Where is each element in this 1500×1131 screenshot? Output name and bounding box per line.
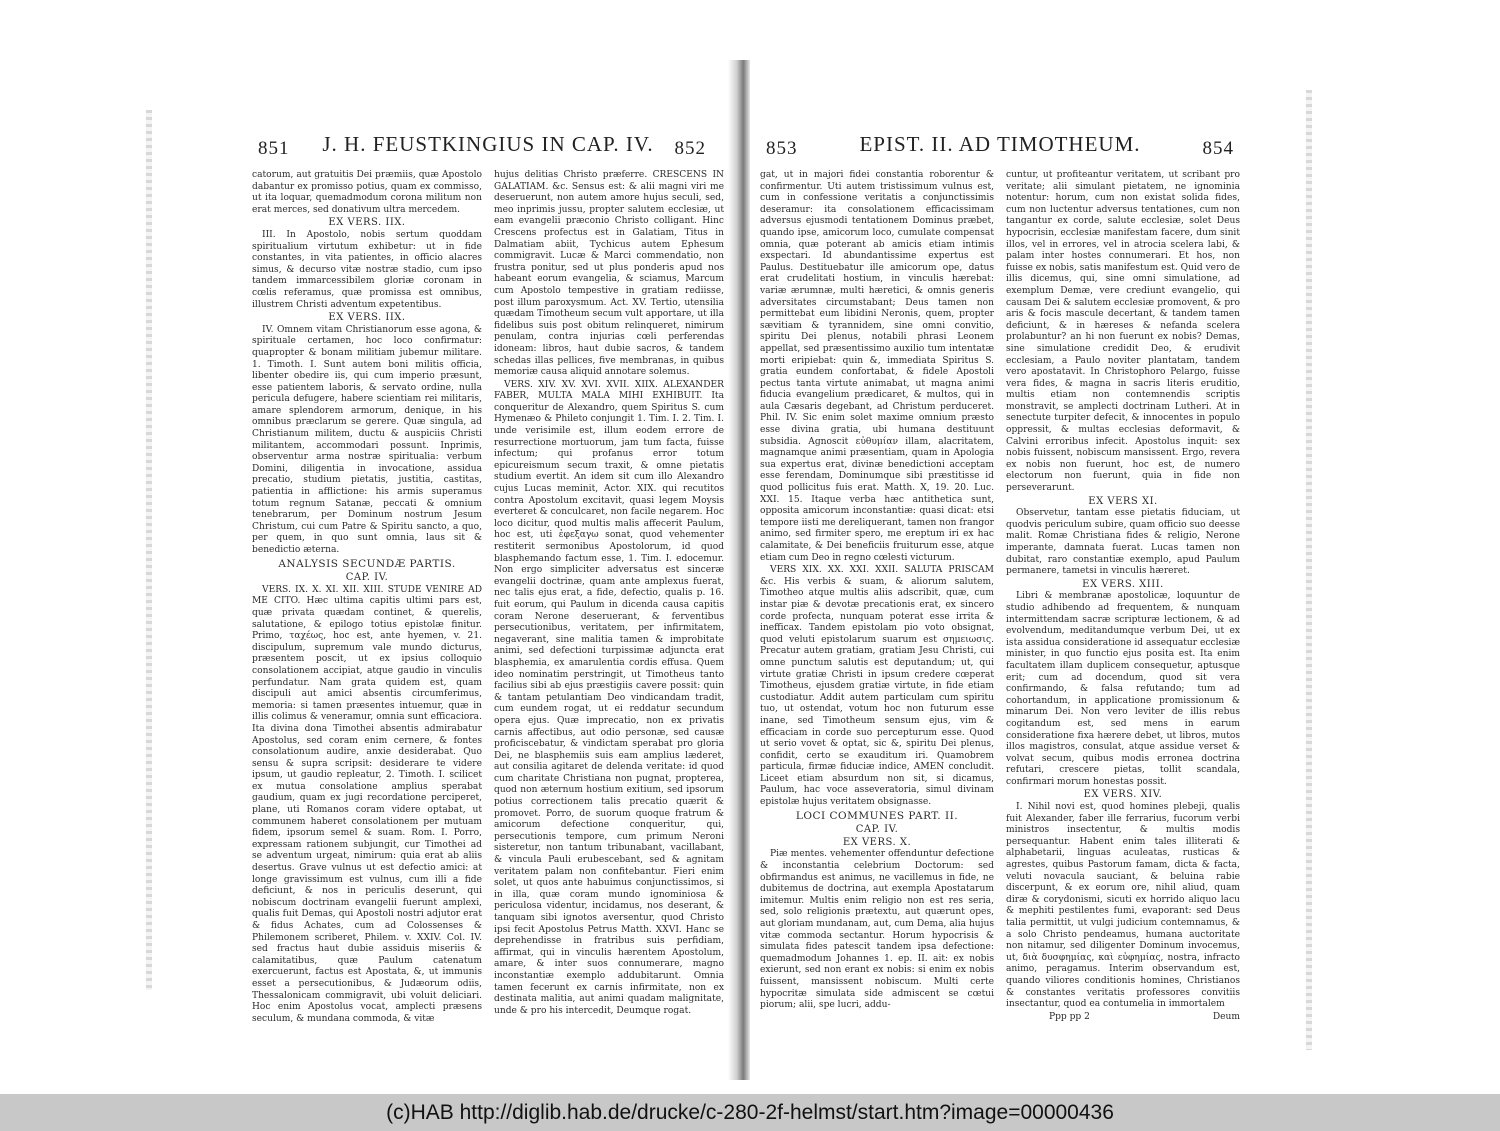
right-page <box>760 130 1240 1080</box>
paragraph: Observetur, tantam esse pietatis fiduciam, ut quodvis periculum subire, quam officio suo deesse malit. Romæ Christiana fides & religio, Nerone imperante, damnata fuerat. Lucas tamen non dubitat, raro constantiæ exemplo, apud Paulum permanere, tametsi in vinculis hæreret. <box>1006 508 1240 577</box>
paragraph: Libri & membranæ apostolicæ, loquuntur de studio adhibendo ad frequentem, & nunquam intermittendam sacræ scripturæ lectionem, & ad evolvendum, meditandumque verbum Dei, ut ex ista assidua consideratione id assequatur ecclesiæ minister, in quo functio ejus posita est. Ita enim facultatem illam duplicem consequetur, aptusque erit; cum ad docendum, quod sit vera confirmando, & falsa refutando; tum ad cohortandum, in applicatione promissionum & minarum Dei. Non vero leviter de illis rebus cogitandum est, sed mens in earum consideratione fixa hærere debet, ut libros, mutos illos magistros, consulat, atque assidue verset & volvat secum, quibus modis erronea doctrina refutari, crescere pietas, tollit scandala, confirmari morum honestas possit. <box>1006 591 1240 787</box>
footer-text: (c)HAB http://diglib.hab.de/drucke/c-280-2f-helmst/start.htm?image=00000436 <box>386 1101 1114 1124</box>
paragraph: VERS XIX. XX. XXI. XXII. SALUTA PRISCAM &c. His verbis & suam, & aliorum salutem, Timotheo atque multis aliis adscribit, quæ, cum instar piæ & devotæ precationis erat, ex sincero corde profecta, nunquam poterat esse irrita & inefficax. Tandem epistolam pio voto obsignat, quod veluti epistolarum suarum est σημειωσις. Precatur autem gratiam, gratiam Jesu Christi, cui omne punctum salutis est deputandum; ut, qui virtute gratiæ Christi in ipsum credere cœperat Timotheus, ejusdem gratiæ virtute, in fide etiam custodiatur. Addit autem particulam cum spiritu tuo, ut ostendat, votum hoc non futurum esse inane, sed Timotheum sensum ejus, vim & efficaciam in corde suo percepturum esse. Quod ut serio vovet & optat, sic &, spiritu Dei plenus, confidit, certo se exauditum iri. Quamobrem particula, firmæ fiduciæ indice, AMEN concludit. Liceet etiam absurdum non sit, si dicamus, Paulum, hac voce asseveratoria, simul divinam epistolæ hujus veritatem obsignasse. <box>760 565 994 808</box>
paragraph: I. Nihil novi est, quod homines plebeji, qualis fuit Alexander, faber ille ferrarius, fucorum verbi ministros insectentur, & multis modis persequantur. Habent enim tales illiterati & alphabetarii, linguas aculeatas, rusticas & agrestes, quibus Pastorum famam, dicta & facta, veluti novacula sauciant, & beluina rabie discerpunt, & ex eorum ore, nihil aliud, quam diræ & corydonismi, sicuti ex horrido aliquo lacu & mephiti pestilentes fumi, evaporant: sed Deus talia permittit, ut vulgi judicium contemnamus, & a solo Christo pendeamus, humana auctoritate non nitamur, sed diligenter Dominum invocemus, ut, διὰ δυσφημίας, καὶ εὐφημίας, nostra, infracto animo, peragamus. Interim observandum est, quando viliores conditionis homines, Christianos & constantes veritatis professores convitiis insectantur, quod ea contumelia in immortalem <box>1006 802 1240 1010</box>
section-heading: EX VERS. IIX. <box>328 312 406 324</box>
catchword: Deum <box>1212 1011 1240 1022</box>
paragraph: hujus delitias Christo præferre. CRESCENS IN GALATIAM. &c. Sensus est: & alii magni viri me deseruerunt, non autem amore hujus seculi, sed, meo inprimis jussu, propter salutem ecclesiæ, ut eam evangelii præconio Christo colligant. Hinc Crescens profectus est in Galatiam, Titus in Dalmatiam abiit, Tychicus autem Ephesum commigravit. Lucæ & Marci commendatio, non frustra ponitur, sed ut plus ponderis apud nos habeant eorum evangelia, & sciamus, Marcum cum Apostolo tempestive in gratiam rediisse, post illum paroxysmum. Act. XV. Tertio, utensilia quædam Timotheum secum vult apportare, ut illa fidelibus suis post obitum relinqueret, nimirum penulam, contra injurias cœli perferendas idoneam: libros, haut dubie sacros, & tandem schedas illas pellices, five membranas, in quibus memoriæ causa aliquid annotare solemus. <box>494 170 724 378</box>
page-number-right: 854 <box>1202 138 1234 159</box>
signature-mark: Ppp pp 2 <box>1048 1011 1090 1022</box>
paragraph: VERS. XIV. XV. XVI. XVII. XIIX. ALEXANDER FABER, MULTA MALA MIHI EXHIBUIT. Ita conqueritur de Alexandro, quem Spiritus S. cum Hymenæo & Phileto conjungit 1. Tim. I. 2. Tim. I. unde verisimile est, illum eodem errore de resurrectione mortuorum, jam tum facta, fuisse infectum; qui profanus error totum epicureismum secum traxit, & omne pietatis studium evertit. An idem sit cum illo Alexandro cujus Lucas meminit, Actor. XIX. qui recutitos contra Apostolum excitavit, quasi legem Moysis everteret & conculcaret, non facile negarem. Hoc loco dicitur, quod multis malis affecerit Paulum, hoc est, uti ἐφεξαγω sonat, quod vehementer restiterit sermonibus Apostolorum, id quod blasphemando factum esse, 1. Tim. I. edocemur. Non ergo simpliciter adversatus est sinceræ evangelii doctrinæ, quam ante amplexus fuerat, nec talis ejus erat, a fide, defectio, qualis p. 16. fuit eorum, qui Paulum in dicenda causa capitis coram Nerone deseruerant, & ferventibus persecutionibus, veritatem, per infirmitatem, negaverant, sine malitia tamen & improbitate animi, sed defectioni turpissimæ adjuncta erat blasphemia, ex amarulentia cordis effusa. Quem ideo nominatim perstringit, ut Timotheus tanto facilius sibi ab ejus præstigiis cavere possit: quin & tantam petulantiam Deo vindicandam tradit, cum eundem rogat, ut ei reddatur secundum opera ejus. Quæ imprecatio, non ex privatis carnis affectibus, aut odio personæ, sed causæ proficiscebatur, & vindictam sperabat pro gloria Dei, ne blasphemiis suis eam amplius læderet, aut consilia agitaret de delenda veritate: id quod cum charitate Christiana non pugnat, propterea, quod non æternum hostium exitium, sed ipsorum potius correctionem talis precatio quærit & promovet. Porro, de suorum quoque fratrum & amicorum defectione conqueritur, qui, persecutionis tempore, cum primum Neroni sisteretur, non tantum tribunabant, vacillabant, & vincula Pauli erubescebant, sed & agnitam veritatem palam non confitebantur. Fieri enim solet, ut quos ante habuimus conjunctissimos, si in illa, quæ coram mundo ignominiosa & periculosa videntur, incidamus, nos deserant, & tanquam sibi ignotos aversentur, quod Christo ipsi fecit Apostolus Petrus Matth. XXVI. Hanc se deprehendisse in fratribus suis perfidiam, affirmat, qui in vinculis hærentem Apostolum, amare, & inter suos connumerare, magno inconstantiæ exemplo addubitarunt. Omnia tamen fecerunt ex carnis infirmitate, non ex destinata malitia, aut animi quadam malignitate, unde & pro his intercedit, Deumque rogat. <box>494 379 724 1016</box>
copyright-footer <box>0 1094 1500 1131</box>
page-number-left: 853 <box>766 138 798 159</box>
book-gutter <box>728 60 750 1080</box>
right-page-title: EPIST. II. AD TIMOTHEUM. <box>859 132 1141 156</box>
right-page-edge <box>1306 90 1312 1050</box>
paragraph: Piæ mentes. vehementer offenduntur defectione & inconstantia celebrium Doctorum: sed obfirmandus est animus, ne vacillemus in fide, ne dubitemus de doctrina, aut exempla Apostatarum imitemur. Multis enim religio non est res seria, sed, solo religionis prætextu, aut quærunt opes, aut gloriam mundanam, aut, cum Dema, alia hujus vitæ commoda sectantur. Horum hypocrisis & simulata fides patescit tandem ipsa defectione: quemadmodum Johannes 1. ep. II. ait: ex nobis exierunt, sed non erant ex nobis: si enim ex nobis fuissent, mansissent nobiscum. Multi certe hypocritæ simulata side admiscent se cœtui piorum; alii, spe lucri, addu- <box>760 849 994 1011</box>
section-heading: EX VERS XI. <box>1088 495 1158 507</box>
paragraph: gat, ut in majori fidei constantia roborentur & confirmentur. Uti autem tristissimum vulnus est, cum in confessione veritatis a conjunctissimis deseramur: ita consolationem efficacissimam adversus ejusmodi tentationem Dominus præbet, quando ipse, amicorum loco, cumulate compensat omnia, quæ poterant ab amicis etiam intimis exspectari. Id abundantissime expertus est Paulus. Destituebatur ille amicorum ope, datus erat crudelitati hostium, in vinculis hærebat: variæ ærumnæ, multi hæretici, & omnis generis adversitates circumstabant; Deus tamen non permittebat eum libidini Neronis, quem, propter sævitiam & tyrannidem, sine omni convitio, spiritu Dei plenus, notabili phrasi Leonem appellat, sed præsentissimo auxilio tum intentatæ morti eripiebat: quin &, immediata Spiritus S. gratia eundem confortabat, & fidele Apostoli pectus tanta virtute animabat, ut magna animi fiducia evangelium prædicaret, & multos, qui in aula Cæsaris degebant, ad Christum perduceret. Phil. IV. Sic enim solet maxime omnium præsto esse divina gratia, ubi humana destituunt subsidia. Agnoscit εὐθυμίαν illam, alacritatem, magnamque animi præsentiam, quam in Apologia sua expertus erat, divinæ benedictioni acceptam esse ferendam, Dominumque sibi præstitisse id quod pollicitus fuis erat. Matth. X, 19. 20. Luc. XXI. 15. Itaque verba hæc antithetica sunt, opposita amicorum inconstantiæ: quasi dicat: etsi tempore iisti me dereliquerant, tamen non frangor animo, sed firmiter spero, me ereptum iri ex hac calamitate, & Dei beneficiis fruiturum esse, atque etiam cum Deo in regno cœlesti victurum. <box>760 170 994 563</box>
right-page-column-2 <box>1006 170 1240 1023</box>
left-page-title: J. H. FEUSTKINGIUS IN CAP. IV. <box>322 132 654 156</box>
paragraph: cuntur, ut profiteantur veritatem, ut scribant pro veritate; alii simulant pietatem, ne ignominia notentur: horum, cum non existat solida fides, cum non luctentur adversus tentationes, cum non tangantur ex corde, salute ecclesiæ, solet Deus hypocrisin, ecclesiæ manifestam facere, dum sinit illos, vel in errores, vel in atrocia scelera labi, & palam inter hostes connumerari. Et hos, non fuisse ex nobis, satis manifestum est. Quid vero de illis dicemus, qui, sine omni simulatione, ad exemplum Demæ, vere crediunt evangelio, qui causam Dei & salutem ecclesiæ promovent, & pro aris & focis mascule decertant, & tandem tamen deficiunt, & in hæreses & nefanda scelera prolabuntur? an hi non fuerunt ex nobis? Demas, sine simulatione credidit Deo, & erudivit ecclesiam, a Paulo noviter plantatam, tandem vero apostatavit. In Christophoro Pelargo, fuisse vera fides, & magna in sacris literis eruditio, multis etiam non contemnendis scriptis monstravit, se amplecti doctrinam Lutheri. At in senectute turpiter defecit, & innocentes in populo oppressit, & multas ecclesias deformavit, & Calvini erroribus infecit. Apostolus inquit: sex nobis fuissent, nobiscum mansissent. Ergo, revera ex nobis non fuerunt, hoc est, de numero electorum non fuerunt, quia in fide non perseverarunt. <box>1006 170 1240 494</box>
page-number-right: 852 <box>674 138 706 159</box>
paragraph: VERS. IX. X. XI. XII. XIII. STUDE VENIRE AD ME CITO. Hæc ultima capitis ultimi pars est, quæ privata quædam continet, & querelis, salutatione, & epilogo totius epistolæ finitur. Primo, ταχέως, hoc est, ante hyemen, v. 21. discipulum, supremum vale mundo dicturus, præsentem poscit, ut ex ipsius colloquio consolationem accipiat, atque gaudio in vinculis perfundatur. Nam grata quidem est, quam discipuli aut amici absentis circumferimus, memoria: si tamen præsentes intuemur, quæ in illis colimus & veneramur, omnia sunt efficaciora. Ita divina dona Timothei absentis admirabatur Apostolus, sed coram enim cernere, & fontes consolationum audire, anxie desiderabat. Quo sensu & supra scripsit: desiderare te videre ipsum, ut gaudio repleatur, 2. Timoth. I. scilicet ex mutua consolatione amplius sperabat gaudium, quam ex jugi recordatione perciperet, plane, uti Romanos coram videre optabat, ut communem haberet consolationem per mutuam fidem, ipsorum semel & suam. Rom. I. Porro, expressam rationem subjungit, cur Timothei ad se adventum urgeat, nimirum: quia erat ab aliis desertus. Grave vulnus ut est defectio amici: at longe gravissimum est vulnus, cum illi a fide deficiunt, & nos in periculis deserunt, qui nobiscum doctrinam evangelii fuerunt amplexi, qualis fuit Demas, qui Apostoli nostri adjutor erat & fidus Achates, cum ad Colossenses & Philemonem scriberet, Philem. v. XXIV. Col. IV. sed fractus haut dubie assiduis miseriis & calamitatibus, quæ Paulum catenatum exercuerunt, factus est Apostata, &, ut immunis esset a persecutionibus, & Judæorum odiis, Thessalonicam commigravit, ubi voluit deliciari. Hoc enim Apostolus vocat, amplecti præsens seculum, & mundana commoda, & vitæ <box>252 584 482 1024</box>
section-heading: CAP. IV. <box>855 824 899 836</box>
section-heading: CAP. IV. <box>345 572 389 584</box>
section-heading: LOCI COMMUNES PART. II. <box>795 809 959 822</box>
paragraph: III. In Apostolo, nobis sertum quoddam spiritualium virtutum exhibetur: ut in fide constantes, in vita patientes, in officio alacres simus, & decurso vitæ nostræ stadio, cum ipso tandem immarcessibilem gloriæ coronam in cœlis referamus, quæ promissa est omnibus, illustrem Christi adventum expetentibus. <box>252 229 482 310</box>
left-page-column-2 <box>494 170 724 1026</box>
left-running-head <box>252 130 724 164</box>
paragraph: catorum, aut gratuitis Dei præmiis, quæ Apostolo dabantur ex promisso potius, quam ex commisso, ut ita loquar, quemadmodum corona militum non erat merces, sed donativum ultra mercedem. <box>252 170 482 215</box>
left-page-edge <box>146 110 152 990</box>
section-heading: EX VERS. IIX. <box>328 217 406 229</box>
section-heading: EX VERS. X. <box>842 836 912 848</box>
left-page-column-1 <box>252 170 482 1026</box>
section-heading: ANALYSIS SECUNDÆ PARTIS. <box>278 557 456 570</box>
section-heading: EX VERS. XIII. <box>1082 578 1164 590</box>
section-heading: EX VERS. XIV. <box>1083 789 1163 801</box>
page-number-left: 851 <box>258 138 290 159</box>
paragraph: IV. Omnem vitam Christianorum esse agona, & spirituale certamen, hoc loco confirmatur: quapropter & bonam militiam jubemur militare. 1. Timoth. I. Sunt autem boni militis officia, libenter obedire iis, qui cum imperio præsunt, esse patientem laboris, & servato ordine, nulla pericula defugere, habere scientiam rei militaris, amare splendorem armorum, denique, in his omnibus præclarum se gerere. Quæ singula, ad Christianum militem, ductu & auspiciis Christi militantem, accommodari possunt. Inprimis, observentur arma nostræ spiritualia: verbum Domini, diligentia in invocatione, assidua precatio, studium pietatis, justitia, castitas, patientia in afflictione: his armis superamus totum regnum Satanæ, peccati & omnium tenebrarum, per Dominum nostrum Jesum Christum, cui cum Patre & Spiritu sancto, a quo, per quem, in quo sunt omnia, laus sit & benedictio æterna. <box>252 324 482 555</box>
right-running-head <box>760 130 1240 164</box>
right-page-column-1 <box>760 170 994 1023</box>
left-page <box>252 130 724 1080</box>
page-footer-line <box>1006 1012 1240 1024</box>
